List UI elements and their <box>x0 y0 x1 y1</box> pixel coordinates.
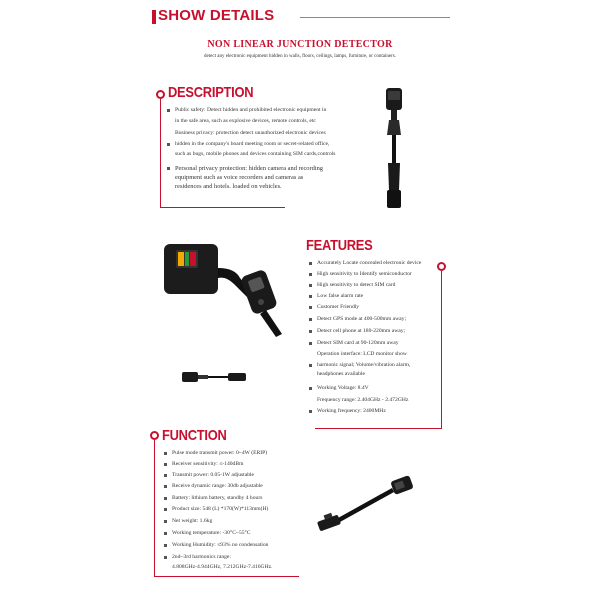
function-heading: FUNCTION <box>162 427 227 444</box>
list-item: such as bugs, mobile phones and devices containing SIM cards,controls <box>175 151 336 157</box>
list-item: Frequency range: 2.404GHz - 2.472GHz <box>317 397 409 403</box>
list-item: Public safety: Detect hidden and prohibited electronic equipment in <box>175 107 326 114</box>
description-heading: DESCRIPTION <box>168 84 254 101</box>
list-item: equipment such as voice recorders and cameras as <box>175 174 304 181</box>
detector-wand-vertical-image <box>375 85 415 215</box>
list-item: residences and hotels. loaded on vehicles. <box>175 183 282 190</box>
list-item: Battery: lithium battery, standby 4 hours <box>172 495 262 502</box>
detector-wand-diagonal-image <box>310 470 420 540</box>
list-item: headphones available <box>317 371 365 377</box>
description-vertical-rule <box>160 99 161 208</box>
description-marker-dot <box>156 90 165 99</box>
function-list <box>172 450 312 575</box>
list-item: Pulse mode transmit power: 0~4W (ERIP) <box>172 450 267 457</box>
show-details-title: SHOW DETAILS <box>158 7 275 24</box>
list-item: in the safe area, such as explosive devices, remote controls, etc <box>175 118 316 124</box>
product-title: NON LINEAR JUNCTION DETECTOR <box>207 39 393 50</box>
function-marker-dot <box>150 431 159 440</box>
list-item: Operation interface: LCD monitor show <box>317 351 407 357</box>
list-item: Receive dynamic range: 30db adjustable <box>172 483 263 490</box>
list-item: Customer Friendly <box>317 304 359 311</box>
function-bottom-rule <box>154 576 299 577</box>
features-bottom-rule <box>315 428 442 429</box>
list-item: High sensitivity to Identify semiconductor <box>317 271 412 278</box>
detector-wand-horizontal-image <box>180 368 250 386</box>
list-item: Low false alarm rate <box>317 293 363 300</box>
list-item: Detect GPS mode at 400-500mm away; <box>317 316 406 323</box>
list-item: hidden in the company's board meeting room or secret-related office, <box>175 141 329 148</box>
header-accent-bar <box>152 10 156 24</box>
detector-handheld-image <box>160 238 290 338</box>
list-item: Personal privacy protection: hidden camera and recording <box>175 165 323 173</box>
list-item: 4.808GHz-4.944GHz, 7.212GHz-7.416GHz. <box>172 564 273 570</box>
product-subtitle: detect any electronic equipment hidden in walls, floors, ceilings, lamps, furniture, or containers. <box>204 54 396 59</box>
description-bottom-rule <box>160 207 285 208</box>
list-item: High sensitivity to detect SIM card <box>317 282 395 289</box>
list-item: Product size: 548 (L) *170(W)*113mm(H) <box>172 506 268 513</box>
features-list <box>317 260 442 420</box>
list-item: Working Voltage: 8.4V <box>317 385 369 392</box>
list-item: Working frequency: 2400MHz <box>317 408 386 415</box>
list-item: Accurately Locate concealed electronic device <box>317 260 421 267</box>
list-item: Working Humidity: ≤93% no condensation <box>172 542 268 549</box>
list-item: harmonic signal; Volume/vibration alarm, <box>317 362 410 369</box>
description-list <box>175 107 355 207</box>
list-item: Net weight: 1.6kg <box>172 518 212 525</box>
list-item: Detect cell phone at 180-220mm away; <box>317 328 405 335</box>
list-item: Transmit power: 0.05-1W adjustable <box>172 472 254 479</box>
list-item: 2nd~3rd harmonics range: <box>172 554 231 561</box>
list-item: Working temperature: -30°C~55°C <box>172 530 251 537</box>
list-item: Business privacy: protection detect unauthorized electronic devices <box>175 130 326 136</box>
function-vertical-rule <box>154 440 155 577</box>
features-heading: FEATURES <box>306 237 373 254</box>
list-item: Receiver sensitivity: ≤-140dBm <box>172 461 243 468</box>
list-item: Detect SIM card at 90-120mm away <box>317 340 399 347</box>
header-rule <box>300 17 450 18</box>
